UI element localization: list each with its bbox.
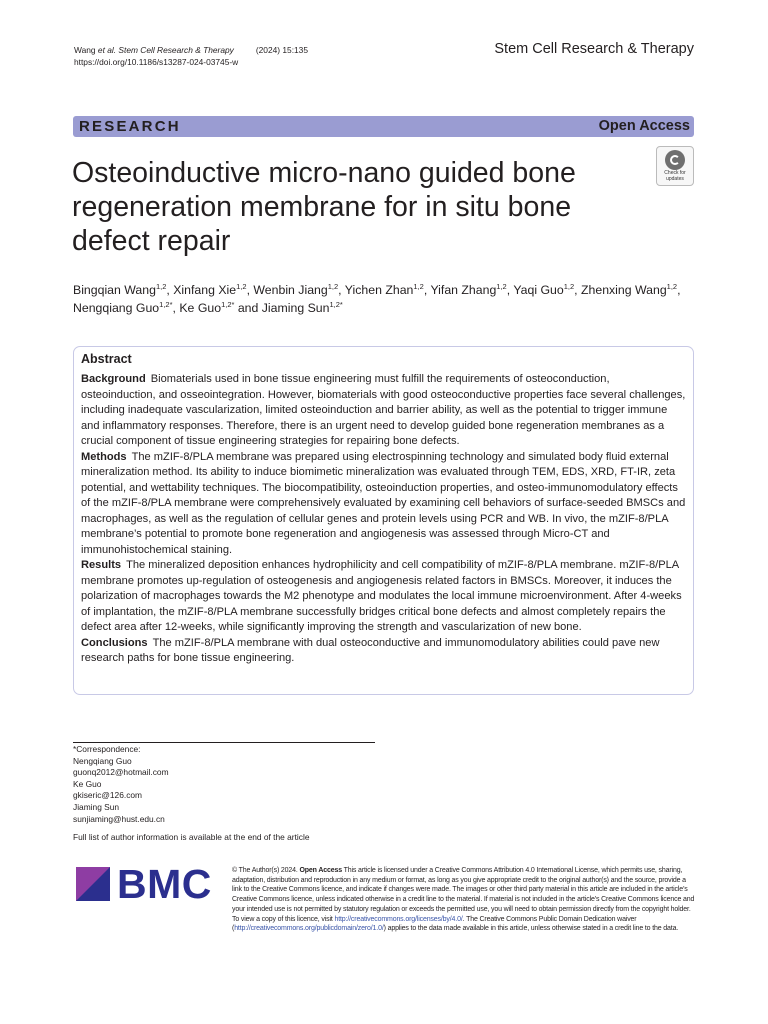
author-name[interactable]: Nengqiang Guo (73, 301, 160, 315)
section-head: Background (81, 373, 146, 385)
citation-etal: et al. (97, 45, 117, 55)
doi-link[interactable]: https://doi.org/10.1186/s13287-024-03745-w (74, 57, 239, 67)
section-head: Results (81, 559, 122, 571)
author-separator: , (246, 283, 254, 297)
author-affiliation-sup: 1,2 (413, 282, 424, 291)
check-for-updates-badge[interactable] (656, 146, 694, 186)
correspondence-email[interactable]: guonq2012@hotmail.com (73, 767, 169, 778)
author-separator: , (172, 301, 180, 315)
author-affiliation-sup: 1,2 (496, 282, 507, 291)
article-type-label: RESEARCH (79, 118, 181, 135)
abstract-box (73, 346, 694, 695)
author-name[interactable]: Xinfang Xie (173, 283, 237, 297)
author-affiliation-sup: 1,2* (329, 300, 343, 309)
author-separator: and (234, 301, 262, 315)
license-text (232, 866, 696, 934)
section-text: The mineralized deposition enhances hydrophilicity and cell compatibility of mZIF-8/PLA membrane. mZIF-8/PLA membrane promotes up-regulation of osteogenesis and angiogenesis related factors in BMSCs. Moreover, it induces the polarization of macrophages towards the M2 phenotype and modulates the local immune microenvironment. After 4-weeks of implantation, the mZIF-8/PLA membrane successfully bridges critical bone defects and almost completely repairs the defect area after 12-weeks, while significantly improving the strength and vascularization of new bone. (81, 559, 682, 633)
citation-line (74, 44, 308, 56)
author-name[interactable]: Yichen Zhan (344, 283, 414, 297)
author-affiliation-sup: 1,2 (666, 282, 678, 291)
author-separator: , (423, 283, 431, 297)
license-link-cc-zero[interactable]: http://creativecommons.org/publicdomain/zero/1.0/ (234, 925, 384, 933)
correspondence-name: Jiaming Sun (73, 801, 120, 812)
check-updates-line2: updates (666, 175, 684, 182)
bmc-logo-text: BMC (117, 861, 212, 907)
abstract-background (81, 372, 686, 450)
abstract-conclusions (81, 636, 686, 667)
author-name[interactable]: Zhenxing Wang (581, 283, 667, 297)
bmc-logo[interactable] (76, 861, 216, 907)
article-title: Osteoinductive micro-nano guided bone regeneration membrane for in situ bone defect repair (72, 157, 576, 257)
section-head: Methods (81, 450, 127, 463)
author-affiliation-sup: 1,2 (236, 282, 247, 291)
correspondence-name: Nengqiang Guo (73, 755, 132, 766)
abstract-methods (81, 450, 686, 559)
license-open-access: Open Access (299, 867, 342, 874)
correspondence-label: *Correspondence: (73, 744, 141, 754)
author-separator: , (166, 283, 174, 297)
license-copyright: © The Author(s) 2024. (232, 867, 298, 874)
check-updates-text (657, 171, 693, 182)
author-separator: , (338, 283, 345, 297)
author-list (73, 281, 695, 317)
license-link-cc-by[interactable]: http://creativecommons.org/licenses/by/4.0/ (334, 915, 463, 923)
correspondence-block (73, 744, 169, 825)
section-head: Conclusions (81, 636, 148, 649)
author-affiliation-sup: 1,2 (155, 282, 167, 291)
open-access-label: Open Access (598, 118, 690, 134)
license-body-2: . The Creative Commons Public Domain Dedication waiver ( (232, 915, 637, 933)
author-affiliation-sup: 1,2 (563, 282, 575, 291)
correspondence-email[interactable]: sunjiaming@hust.edu.cn (73, 813, 165, 824)
author-name[interactable]: Bingqian Wang (73, 283, 156, 297)
section-text: The mZIF-8/PLA membrane was prepared using electrospinning technology and simulated body fluid external mineralization method. Its ability to induce biomimetic mineralization was evaluated through TEM, EDS, XRD, FT-IR, zeta potential, and wettability techniques. The biocompatibility, osteoinduction properties, and osteo-immunomodulatory effects of the mZIF-8/PLA membrane were comprehensively evaluated by examining cell behaviors of surface-seeded BMSCs and macrophages, as well as the regulation of cellular genes and protein levels using PCR and WB. In vivo, the mZIF-8/PLA membrane’s potential to promote bone regeneration and angiogenesis was assessed through Micro-CT and immunohistochemical staining. (81, 450, 686, 556)
citation-journal: Stem Cell Research & Therapy (116, 45, 234, 55)
author-name[interactable]: Wenbin Jiang (253, 283, 328, 297)
citation-year: (2024) 15:135 (255, 45, 308, 55)
correspondence-name: Ke Guo (73, 778, 102, 789)
author-affiliation-sup: 1,2* (159, 300, 173, 309)
abstract-results (81, 558, 686, 636)
author-name[interactable]: Yifan Zhang (430, 283, 497, 297)
author-name[interactable]: Yaqi Guo (513, 283, 564, 297)
article-type-bar (73, 116, 694, 137)
citation-authors: Wang (74, 45, 98, 55)
author-name[interactable]: Jiaming Sun (261, 301, 330, 315)
section-text: Biomaterials used in bone tissue engineering must fulfill the requirements of osteoconduction, osteoinduction, and osseointegration. However, biomaterials with good osteoconductive properties face several challenges, including inadequate vascularization, limited osteoinduction and barrier ability, as well as the potential to trigger immune and inflammatory responses. Therefore, there is an urgent need to develop guided bone regeneration membranes as a crucial component of tissue engineering strategies for repairing bone defects. (81, 373, 686, 447)
author-separator: , (574, 283, 581, 297)
check-updates-line1: Check for (664, 170, 686, 176)
check-updates-icon (665, 150, 685, 170)
author-separator: , (677, 283, 681, 297)
author-separator: , (506, 283, 514, 297)
bmc-logo-mark-icon (76, 867, 110, 901)
author-affiliation-sup: 1,2* (221, 300, 235, 309)
author-name[interactable]: Ke Guo (179, 301, 222, 315)
license-body: This article is licensed under a Creative Commons Attribution 4.0 International License, which permits use, sharing, adaptation, distribution and reproduction in any medium or format, as long as you give appropriate credit to the original author(s) and the source, provide a link to the Creative Commons licence, and indicate if changes were made. The images or other third party material in this article are included in the article’s Creative Commons licence, unless indicated otherwise in a credit line to the material. If material is not included in the article’s Creative Commons licence and your intended use is not permitted by statutory regulation or exceeds the permitted use, you will need to obtain permission directly from the copyright holder. To view a copy of this licence, visit (232, 867, 695, 923)
abstract-heading: Abstract (81, 352, 132, 366)
author-affiliation-sup: 1,2 (327, 282, 339, 291)
correspondence-email[interactable]: gkiseric@126.com (73, 790, 143, 801)
citation-block (74, 44, 308, 68)
section-text: The mZIF-8/PLA membrane with dual osteoconductive and immunomodulatory abilities could pave new research paths for bone tissue engineering. (81, 636, 660, 664)
license-body-3: ) applies to the data made available in this article, unless otherwise stated in a credit line to the data. (383, 925, 679, 933)
author-info-note: Full list of author information is available at the end of the article (73, 832, 310, 842)
journal-name: Stem Cell Research & Therapy (494, 41, 694, 57)
footnote-divider (73, 742, 375, 743)
